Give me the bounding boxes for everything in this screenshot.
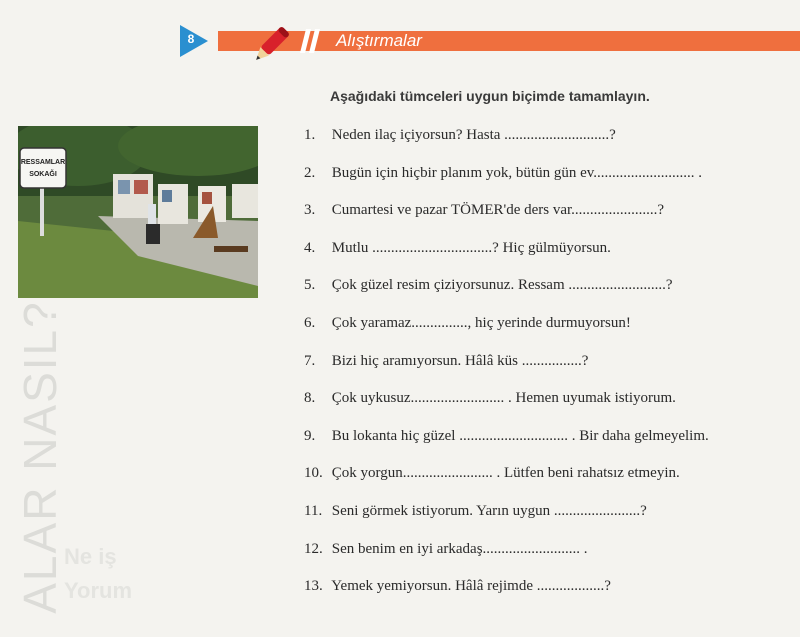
exercise-number: 3.: [304, 202, 316, 219]
exercise-text: Cumartesi ve pazar TÖMER'de ders var.......................?: [331, 202, 665, 219]
sign-text-line2: SOKAĞI: [29, 171, 57, 178]
street-photo: [18, 126, 258, 298]
faded-text-line: Ne iş: [64, 544, 117, 569]
photo-scene: [18, 126, 258, 298]
exercise-item: [304, 237, 794, 275]
exercise-text: Çok güzel resim çiziyorsunuz. Ressam ..........................?: [331, 277, 673, 294]
exercise-list: [304, 124, 794, 613]
exercise-number: 5.: [304, 277, 316, 294]
section-title: Alıştırmalar: [336, 31, 422, 50]
exercise-number: 11.: [304, 502, 323, 519]
faded-side-heading: ALAR NASIL?: [14, 300, 66, 614]
exercise-item: [304, 274, 794, 312]
exercise-item: [304, 199, 794, 237]
exercise-text: Çok uykusuz......................... . Hemen uyumak istiyorum.: [331, 390, 676, 407]
exercise-item: [304, 575, 794, 613]
slash-decoration-icon: [300, 29, 326, 53]
exercise-item: [304, 387, 794, 425]
exercise-number: 13.: [304, 578, 323, 595]
exercise-text: Yemek yemiyorsun. Hâlâ rejimde ..................?: [331, 578, 611, 595]
exercise-number: 1.: [304, 127, 316, 143]
sign-text-line1: RESSAMLAR: [20, 159, 66, 166]
exercise-number: 2.: [304, 164, 316, 181]
exercise-text: Çok yaramaz..............., hiç yerinde durmuyorsun!: [331, 314, 631, 331]
page-number: 8: [187, 32, 195, 46]
exercise-number: 9.: [304, 427, 316, 444]
faded-text-line: Yorum: [64, 578, 133, 603]
exercise-item: [304, 425, 794, 463]
exercise-item: [304, 312, 794, 350]
exercise-item: [304, 124, 794, 162]
pencil-icon: [248, 22, 294, 68]
exercise-item: [304, 162, 794, 200]
exercise-number: 6.: [304, 314, 316, 331]
exercise-text: Neden ilaç içiyorsun? Hasta ............................?: [331, 127, 616, 143]
exercise-number: 4.: [304, 239, 316, 256]
exercise-text: Seni görmek istiyorum. Yarın uygun .......................?: [331, 502, 647, 519]
exercise-text: Çok yorgun........................ . Lütfen beni rahatsız etmeyin.: [331, 465, 680, 482]
section-header-bar: [218, 31, 800, 51]
exercise-item: [304, 350, 794, 388]
exercise-number: 8.: [304, 390, 316, 407]
exercise-item: [304, 500, 794, 538]
exercise-text: Sen benim en iyi arkadaş.......................... .: [331, 540, 588, 557]
exercise-text: Bu lokanta hiç güzel ............................. . Bir daha gelmeyelim.: [331, 427, 709, 444]
exercise-text: Bizi hiç aramıyorsun. Hâlâ küs ................?: [331, 352, 589, 369]
exercise-number: 10.: [304, 465, 323, 482]
exercise-number: 12.: [304, 540, 323, 557]
page-number-badge: [180, 25, 208, 57]
exercise-number: 7.: [304, 352, 316, 369]
exercise-text: Mutlu ................................? Hiç gülmüyorsun.: [331, 239, 611, 256]
exercise-item: [304, 538, 794, 576]
exercise-text: Bugün için hiçbir planım yok, bütün gün ev........................... .: [331, 164, 702, 181]
exercise-instructions: Aşağıdaki tümceleri uygun biçimde tamamlayın.: [330, 88, 650, 104]
exercise-item: [304, 462, 794, 500]
